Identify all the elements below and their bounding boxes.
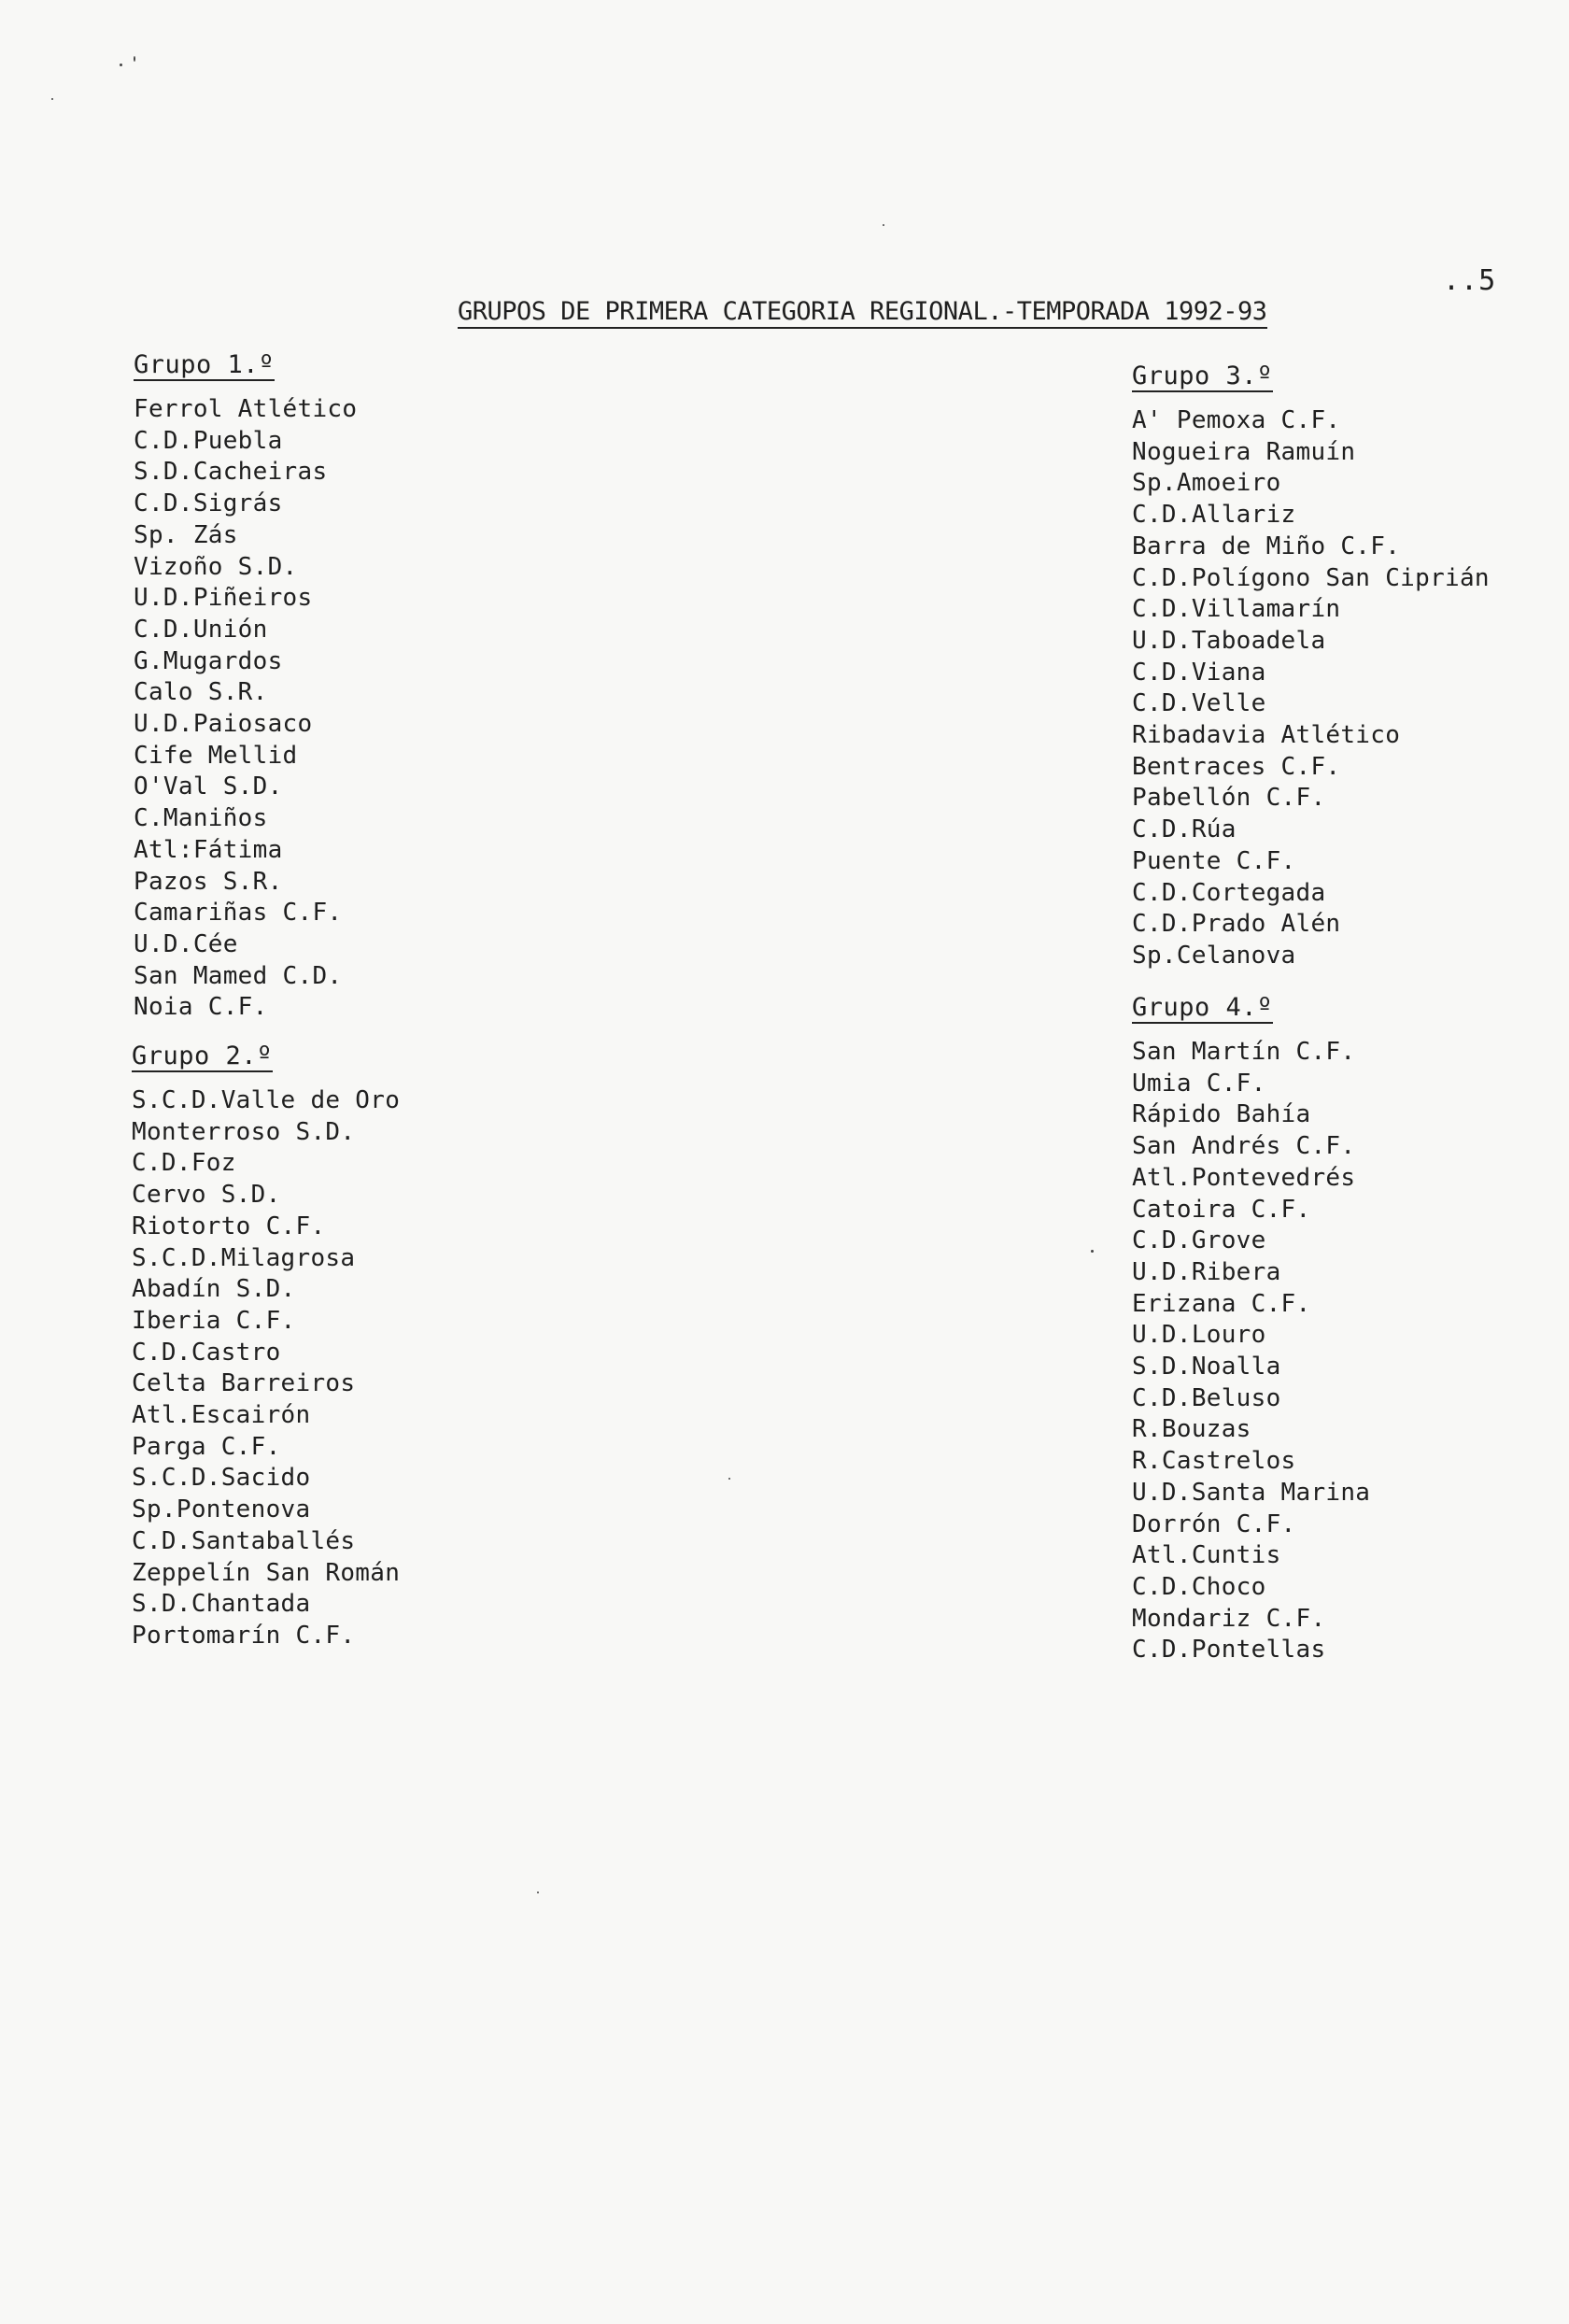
team-name: Mondariz C.F. — [1132, 1604, 1326, 1633]
team-name: C.D.Polígono San Ciprián — [1132, 563, 1490, 592]
team-name: C.D.Velle — [1132, 689, 1266, 718]
team-name: Vizoño S.D. — [134, 552, 298, 581]
team-name: Umia C.F. — [1132, 1069, 1266, 1098]
team-name: Dorrón C.F. — [1132, 1509, 1296, 1538]
group-heading: Grupo 4.º — [1132, 993, 1273, 1022]
team-name: S.C.D.Sacido — [132, 1464, 311, 1493]
team-name: San Mamed C.D. — [134, 961, 343, 990]
team-name: San Martín C.F. — [1132, 1038, 1356, 1066]
team-name: Celta Barreiros — [132, 1369, 356, 1398]
team-name: Camariñas C.F. — [134, 899, 343, 928]
team-list — [1132, 1037, 1370, 1666]
team-name: Abadín S.D. — [132, 1275, 296, 1304]
team-name: S.D.Noalla — [1132, 1353, 1281, 1382]
team-name: Pazos S.R. — [134, 867, 283, 896]
team-name: C.D.Foz — [132, 1149, 236, 1178]
team-name: Erizana C.F. — [1132, 1289, 1311, 1318]
team-name: Sp.Pontenova — [132, 1495, 311, 1524]
group-1 — [134, 350, 357, 1024]
team-name: C.D.Castro — [132, 1338, 281, 1367]
team-name: Ribadavia Atlético — [1132, 721, 1401, 750]
team-list — [132, 1085, 400, 1652]
group-heading: Grupo 3.º — [1132, 361, 1273, 390]
group-heading: Grupo 2.º — [132, 1042, 273, 1070]
team-name: C.Maniños — [134, 804, 268, 833]
paper-speck — [728, 1478, 730, 1480]
team-name: U.D.Ribera — [1132, 1257, 1281, 1286]
team-name: Bentraces C.F. — [1132, 752, 1341, 781]
team-name: S.C.D.Valle de Oro — [132, 1086, 401, 1114]
team-name: U.D.Cée — [134, 929, 238, 958]
team-name: Monterroso S.D. — [132, 1117, 356, 1146]
team-name: C.D.Santaballés — [132, 1526, 356, 1555]
team-name: Barra de Miño C.F. — [1132, 531, 1401, 560]
team-name: C.D.Unión — [134, 615, 268, 644]
team-name: Ferrol Atlético — [134, 395, 358, 423]
team-name: C.D.Cortegada — [1132, 878, 1326, 907]
team-name: A' Pemoxa C.F. — [1132, 406, 1341, 434]
group-4 — [1132, 993, 1370, 1666]
group-3 — [1132, 361, 1490, 972]
team-name: Pabellón C.F. — [1132, 784, 1326, 813]
team-name: O'Val S.D. — [134, 772, 283, 801]
team-name: C.D.Beluso — [1132, 1383, 1281, 1412]
team-name: Nogueira Ramuín — [1132, 437, 1356, 466]
team-name: C.D.Viana — [1132, 658, 1266, 687]
team-name: San Andrés C.F. — [1132, 1132, 1356, 1161]
paper-speck — [134, 56, 135, 62]
team-name: Sp. Zás — [134, 520, 238, 549]
team-name: Cervo S.D. — [132, 1181, 281, 1210]
page-number: ..5 — [1443, 264, 1497, 297]
team-name: Iberia C.F. — [132, 1306, 296, 1335]
team-name: C.D.Rúa — [1132, 815, 1237, 844]
team-name: R.Castrelos — [1132, 1447, 1296, 1476]
team-name: U.D.Paiosaco — [134, 710, 313, 739]
team-name: G.Mugardos — [134, 646, 283, 675]
team-name: R.Bouzas — [1132, 1415, 1251, 1444]
team-name: Atl:Fátima — [134, 835, 283, 864]
team-name: C.D.Choco — [1132, 1572, 1266, 1601]
team-name: Zeppelín San Román — [132, 1558, 401, 1587]
group-2 — [132, 1042, 400, 1652]
team-name: Atl.Pontevedrés — [1132, 1163, 1356, 1192]
team-name: U.D.Santa Marina — [1132, 1478, 1371, 1507]
paper-speck — [537, 1892, 539, 1893]
team-name: Portomarín C.F. — [132, 1621, 356, 1650]
team-name: C.D.Grove — [1132, 1226, 1266, 1255]
team-name: Atl.Cuntis — [1132, 1541, 1281, 1570]
team-name: S.D.Chantada — [132, 1590, 311, 1619]
team-name: Catoira C.F. — [1132, 1195, 1311, 1224]
team-name: S.D.Cacheiras — [134, 458, 328, 487]
team-name: U.D.Piñeiros — [134, 584, 313, 613]
team-list — [134, 394, 357, 1024]
team-name: C.D.Villamarín — [1132, 595, 1341, 624]
paper-speck — [51, 98, 53, 100]
team-name: Calo S.R. — [134, 678, 268, 707]
team-name: U.D.Louro — [1132, 1321, 1266, 1350]
paper-speck — [1091, 1250, 1094, 1253]
paper-speck — [883, 224, 884, 226]
group-heading: Grupo 1.º — [134, 350, 275, 379]
team-name: C.D.Prado Alén — [1132, 910, 1341, 939]
team-name: Rápido Bahía — [1132, 1100, 1311, 1129]
team-name: Noia C.F. — [134, 993, 268, 1022]
team-name: Riotorto C.F. — [132, 1212, 326, 1240]
team-name: C.D.Allariz — [1132, 501, 1296, 530]
team-name: Atl.Escairón — [132, 1401, 311, 1430]
team-name: S.C.D.Milagrosa — [132, 1243, 356, 1272]
team-name: C.D.Sigrás — [134, 489, 283, 518]
team-name: C.D.Puebla — [134, 426, 283, 455]
team-list — [1132, 405, 1490, 972]
team-name: C.D.Pontellas — [1132, 1636, 1326, 1665]
team-name: Sp.Amoeiro — [1132, 469, 1281, 498]
team-name: U.D.Taboadela — [1132, 626, 1326, 655]
team-name: Sp.Celanova — [1132, 941, 1296, 970]
document-title: GRUPOS DE PRIMERA CATEGORIA REGIONAL.-TEMPORADA 1992-93 — [458, 297, 1267, 329]
team-name: Puente C.F. — [1132, 846, 1296, 875]
team-name: Parga C.F. — [132, 1432, 281, 1461]
paper-speck — [120, 64, 122, 66]
team-name: Cife Mellid — [134, 741, 298, 770]
